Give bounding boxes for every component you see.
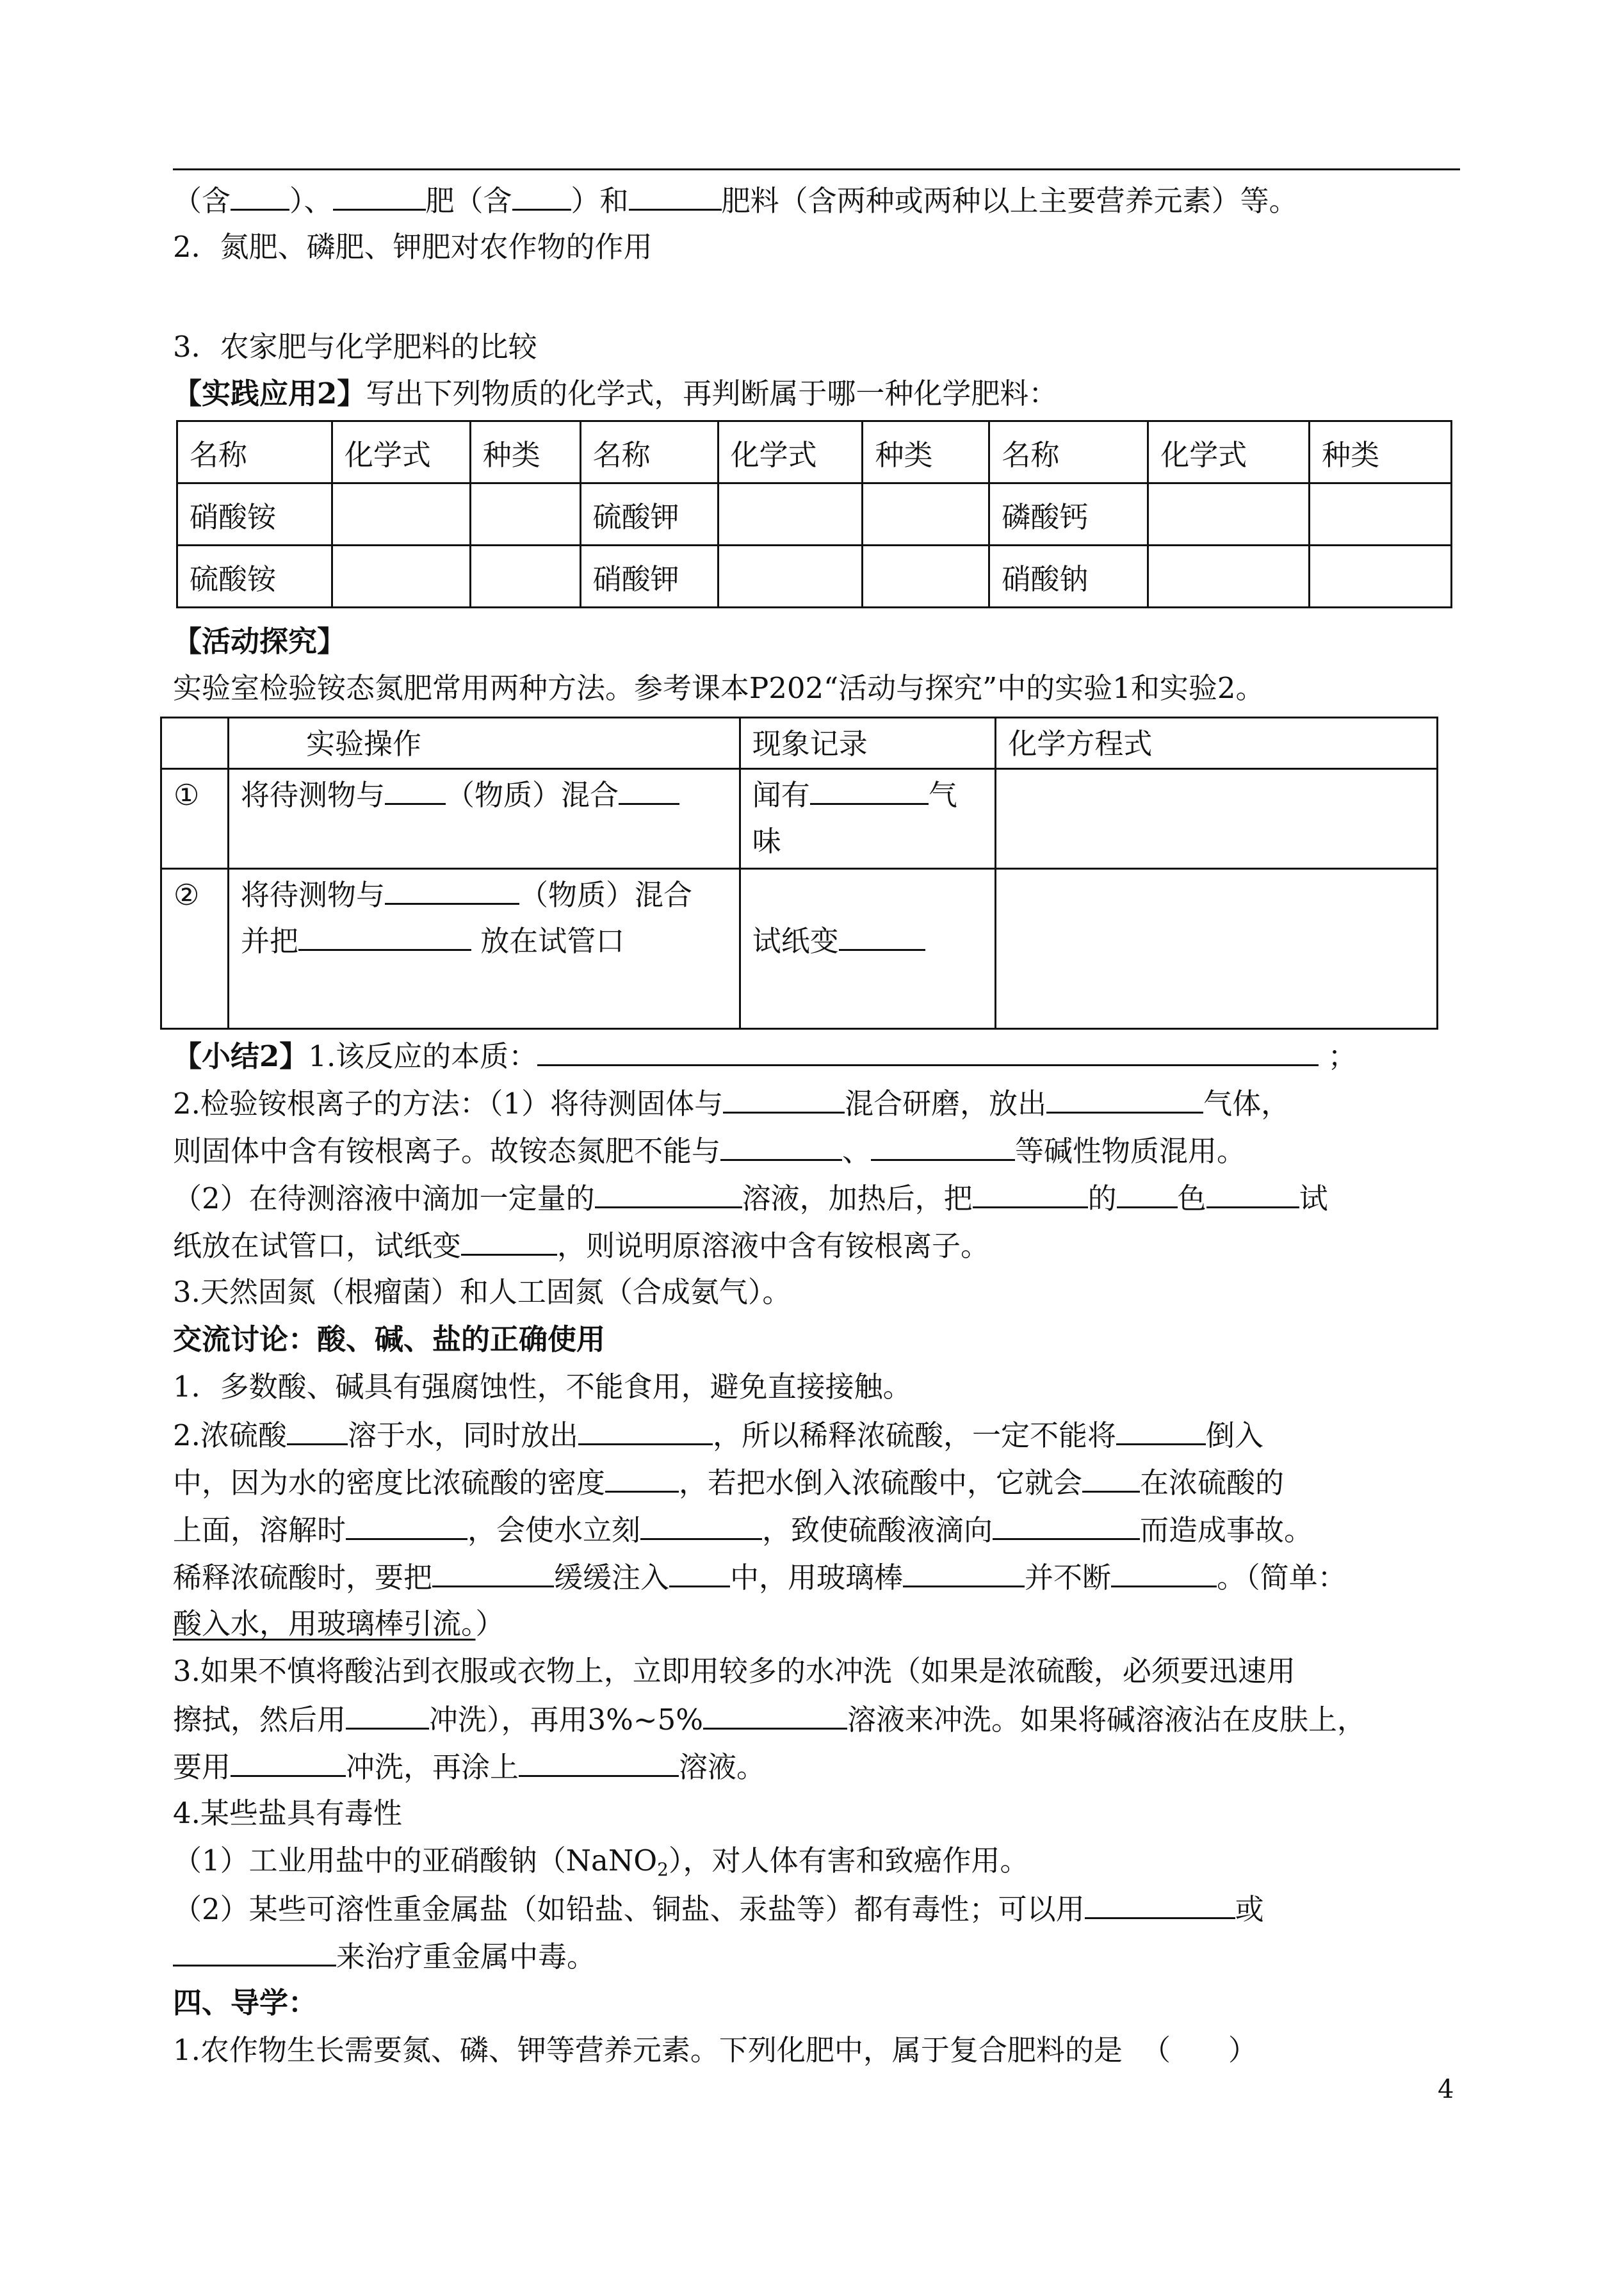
text: 气 <box>928 778 957 812</box>
text: 或 <box>1235 1892 1264 1926</box>
text: 则固体中含有铵根离子。故铵态氮肥不能与 <box>173 1134 721 1168</box>
summary-line-1 <box>173 1036 1357 1076</box>
summary-line-4 <box>173 1178 1328 1218</box>
header-cell: 现象记录 <box>740 718 996 769</box>
discussion-p1: 1．多数酸、碱具有强腐蚀性，不能食用，避免直接接触。 <box>173 1370 912 1404</box>
blank <box>537 1036 1319 1066</box>
blank <box>1117 1178 1178 1208</box>
discussion-p3 <box>173 1463 1284 1502</box>
text: 稀释浓硫酸时，要把 <box>173 1561 433 1594</box>
discussion-p4 <box>173 1510 1313 1550</box>
experiment-table <box>160 717 1438 1030</box>
table-cell: 硝酸钠 <box>989 546 1148 608</box>
header-cell <box>161 718 229 769</box>
table-row <box>177 483 1452 546</box>
table-header-row <box>177 421 1452 483</box>
blank <box>640 1510 762 1540</box>
answer-cell[interactable] <box>1310 546 1452 608</box>
summary2-label: 【小结2】 <box>173 1039 309 1073</box>
text: 溶液来冲洗。如果将碱溶液沾在皮肤上， <box>847 1703 1367 1737</box>
discussion-p2 <box>173 1415 1263 1455</box>
practice2-label: 【实践应用2】 <box>173 377 366 410</box>
summary-line-3 <box>173 1131 1246 1171</box>
text: 、 <box>842 1134 872 1168</box>
text: 放在试管口 <box>480 924 625 958</box>
summary-line-6: 3.天然固氮（根瘤菌）和人工固氮（合成氨气）。 <box>173 1275 792 1309</box>
activity-intro: 实验室检验铵态氮肥常用两种方法。参考课本P202“活动与探究”中的实验1和实验2。 <box>173 671 1265 705</box>
text: 纸放在试管口，试纸变 <box>173 1229 462 1263</box>
text: ），对人体有害和致癌作用。 <box>668 1844 1029 1877</box>
activity-heading: 【活动探究】 <box>173 624 346 658</box>
header-cell: 化学式 <box>718 421 863 483</box>
text: 肥料（含两种或两种以上主要营养元素）等。 <box>721 184 1298 218</box>
text: ，致使硫酸液滴向 <box>762 1513 993 1547</box>
table-row <box>161 869 1438 1029</box>
subscript: 2 <box>657 1859 669 1880</box>
blank <box>703 1699 847 1730</box>
blank <box>231 1747 346 1777</box>
practice2-line <box>173 375 1057 413</box>
question-text: 1.农作物生长需要氮、磷、钾等营养元素。下列化肥中，属于复合肥料的是 <box>173 2033 1123 2067</box>
text: ，所以稀释浓硫酸，一定不能将 <box>712 1418 1116 1452</box>
blank <box>1111 1557 1217 1587</box>
text: 等碱性物质混用。 <box>1015 1134 1246 1168</box>
answer-cell[interactable] <box>863 546 989 608</box>
blank <box>810 775 929 805</box>
page-number: 4 <box>1438 2075 1454 2104</box>
discussion-p11 <box>173 1842 1028 1889</box>
text: 并把 <box>240 924 298 958</box>
header-cell: 化学式 <box>332 421 470 483</box>
text: 试 <box>1299 1181 1328 1215</box>
header-cell: 种类 <box>863 421 989 483</box>
text: 试纸变 <box>752 924 839 958</box>
blank <box>346 1510 467 1540</box>
blank <box>578 1415 713 1445</box>
text: 色 <box>1177 1181 1206 1215</box>
text: （2）某些可溶性重金属盐（如铅盐、铜盐、汞盐等）都有毒性；可以用 <box>173 1892 1085 1926</box>
blank <box>231 181 289 211</box>
discussion-p9 <box>173 1747 765 1787</box>
blank <box>595 1178 742 1208</box>
header-cell: 种类 <box>470 421 580 483</box>
text: （物质）混合 <box>519 878 692 912</box>
discussion-p10: 4.某些盐具有毒性 <box>173 1796 402 1830</box>
blank <box>385 775 446 805</box>
table-cell: 硝酸钾 <box>580 546 718 608</box>
text: ）和 <box>571 184 629 218</box>
blank <box>1116 1415 1206 1445</box>
blank <box>903 1557 1025 1587</box>
blank <box>720 1131 842 1161</box>
blank <box>723 1083 845 1114</box>
discussion-title: 交流讨论：酸、碱、盐的正确使用 <box>173 1322 606 1356</box>
text: 。（简单： <box>1217 1561 1347 1594</box>
header-cell: 化学式 <box>1148 421 1310 483</box>
text: ，则说明原溶液中含有铵根离子。 <box>557 1229 990 1263</box>
text: ）、 <box>289 184 333 218</box>
text: 倒入 <box>1205 1418 1263 1452</box>
table-header-row <box>161 718 1438 769</box>
header-cell: 实验操作 <box>228 718 740 769</box>
answer-paren: （ ） <box>1141 2033 1257 2067</box>
header-cell: 名称 <box>580 421 718 483</box>
blank <box>432 1557 554 1587</box>
answer-cell[interactable] <box>1148 483 1310 546</box>
summary-line-5 <box>173 1226 989 1265</box>
text: 要用 <box>173 1750 231 1784</box>
text: （2）在待测溶液中滴加一定量的 <box>173 1181 595 1215</box>
equation-cell[interactable] <box>996 869 1438 1029</box>
blank <box>993 1510 1140 1540</box>
text: 并不断 <box>1025 1561 1112 1594</box>
text: （1）工业用盐中的亚硝酸钠（NaNO <box>173 1844 658 1877</box>
text: 上面，溶解时 <box>173 1513 346 1547</box>
discussion-p8 <box>173 1699 1366 1739</box>
blank <box>839 921 925 951</box>
table-row <box>177 546 1452 608</box>
text: 擦拭，然后用 <box>173 1703 346 1737</box>
text: 1.该反应的本质： <box>308 1039 538 1073</box>
blank <box>173 1936 336 1967</box>
header-rule <box>173 168 1460 170</box>
text: 气体， <box>1203 1087 1290 1121</box>
summary-line-2 <box>173 1083 1290 1123</box>
fertilizer-types-line <box>173 181 1298 220</box>
answer-cell[interactable] <box>332 546 470 608</box>
text: 冲洗），再用3%~5% <box>429 1703 703 1737</box>
discussion-p7: 3.如果不慎将酸沾到衣服或衣物上，立即用较多的水冲洗（如果是浓硫酸，必须要迅速用 <box>173 1654 1295 1688</box>
text: 缓缓注入 <box>554 1561 670 1594</box>
text: （物质）混合 <box>445 778 619 812</box>
text: （含 <box>173 184 231 218</box>
operation-cell <box>228 769 740 869</box>
text: 中，因为水的密度比浓硫酸的密度 <box>173 1466 606 1500</box>
discussion-p13 <box>173 1936 596 1976</box>
blank <box>519 1747 679 1777</box>
fertilizer-table <box>176 420 1452 608</box>
blank <box>385 875 519 905</box>
blank <box>1082 1463 1140 1493</box>
activity-label <box>173 622 346 661</box>
text: ； <box>1328 1039 1357 1073</box>
row-number: ② <box>161 869 229 1029</box>
blank <box>605 1463 679 1493</box>
answer-cell[interactable] <box>1148 546 1310 608</box>
text: 将待测物与 <box>240 778 385 812</box>
blank <box>333 181 426 211</box>
text: 将待测物与 <box>240 878 385 912</box>
answer-cell[interactable] <box>332 483 470 546</box>
answer-cell[interactable] <box>470 483 580 546</box>
table-cell: 硫酸钾 <box>580 483 718 546</box>
discussion-p6 <box>173 1605 505 1643</box>
item2-title: 2．氮肥、磷肥、钾肥对农作物的作用 <box>173 230 653 264</box>
answer-cell[interactable] <box>1310 483 1452 546</box>
text: 闻有 <box>752 778 810 812</box>
blank <box>346 1699 429 1730</box>
blank <box>461 1226 557 1256</box>
answer-cell[interactable] <box>718 483 863 546</box>
table-row <box>161 769 1438 869</box>
equation-cell[interactable] <box>996 769 1438 869</box>
text: 混合研磨，放出 <box>845 1087 1047 1121</box>
answer-cell[interactable] <box>718 546 863 608</box>
text: ，若把水倒入浓硫酸中，它就会 <box>679 1466 1083 1500</box>
text: 味 <box>752 824 781 858</box>
header-cell: 名称 <box>177 421 332 483</box>
blank <box>629 181 722 211</box>
text: 在浓硫酸的 <box>1140 1466 1285 1500</box>
practice2-text: 写出下列物质的化学式，再判断属于哪一种化学肥料： <box>366 377 1058 410</box>
blank <box>669 1557 730 1587</box>
table-cell: 硝酸铵 <box>177 483 332 546</box>
text: 溶于水，同时放出 <box>347 1418 578 1452</box>
blank <box>287 1415 348 1445</box>
blank <box>973 1178 1088 1208</box>
blank <box>1046 1083 1203 1114</box>
table-cell: 硫酸铵 <box>177 546 332 608</box>
header-cell: 种类 <box>1310 421 1452 483</box>
text: 冲洗，再涂上 <box>346 1750 519 1784</box>
discussion-p12 <box>173 1889 1264 1929</box>
text: 2.浓硫酸 <box>173 1418 287 1452</box>
section4-title: 四、导学： <box>173 1986 318 2020</box>
table-cell: 磷酸钙 <box>989 483 1148 546</box>
header-cell: 名称 <box>989 421 1148 483</box>
header-cell: 化学方程式 <box>996 718 1438 769</box>
blank <box>1206 1178 1299 1208</box>
underlined-note: 酸入水，用玻璃棒引流。 <box>173 1607 476 1641</box>
phenomenon-cell <box>740 769 996 869</box>
phenomenon-cell <box>740 869 996 1029</box>
text: ） <box>475 1607 505 1641</box>
text: 溶液。 <box>679 1750 766 1784</box>
text: 中，用玻璃棒 <box>730 1561 904 1594</box>
operation-cell <box>228 869 740 1029</box>
text: 来治疗重金属中毒。 <box>336 1940 596 1974</box>
answer-cell[interactable] <box>470 546 580 608</box>
blank <box>871 1131 1015 1161</box>
text: ，会使水立刻 <box>467 1513 641 1547</box>
blank <box>298 921 471 951</box>
item3-title: 3．农家肥与化学肥料的比较 <box>173 330 537 364</box>
discussion-p5 <box>173 1557 1347 1597</box>
blank <box>619 775 679 805</box>
text: 而造成事故。 <box>1140 1513 1313 1547</box>
text: 溶液，加热后，把 <box>742 1181 973 1215</box>
row-number: ① <box>161 769 229 869</box>
answer-cell[interactable] <box>863 483 989 546</box>
text: 的 <box>1087 1181 1117 1215</box>
blank <box>1085 1889 1235 1919</box>
text: 肥（含 <box>425 184 512 218</box>
text: 2.检验铵根离子的方法：（1）将待测固体与 <box>173 1087 724 1121</box>
blank <box>512 181 571 211</box>
section4-q1 <box>173 2031 1257 2070</box>
